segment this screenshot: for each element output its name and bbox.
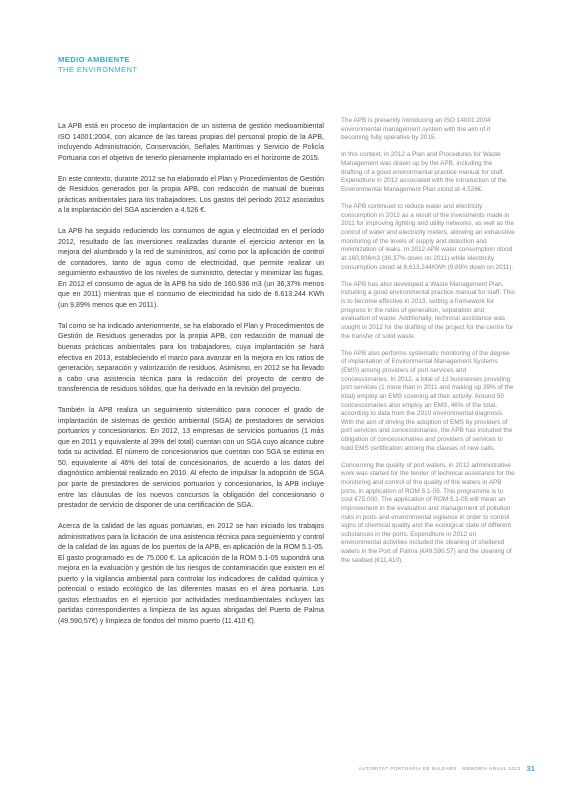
page-number: 31: [526, 764, 535, 773]
paragraph-es: En este contexto, durante 2012 se ha elaborado el Plan y Procedimientos de Gestión de Residuos generados por la propia APB, con redacción de manual de buenas prácticas ambientales para los trabajadores. Los gastos del período 2012 asociados a la implantación del SGA ascienden a 4.526 €.: [58, 175, 324, 215]
paragraph-en: The APB also performs systematic monitoring of the degree of implantation of Environmental Management Systems (EMS) among providers of port services and concessionaries. In 2012, a total of 13 businesses providing port services (1 more than in 2011 and making up 39% of the total) employ an EMS covering all their activity. Around 50 concessionaries also employ an EMS, 46% of the total, according to data from the 2010 environmental diagnosis. With the aim of driving the adoption of EMS by providers of port services and concessionaries, the APB has included the obligation of concessionaries and providers of services to hold EMS certification among the clauses of new calls.: [341, 349, 514, 452]
english-column: [341, 117, 515, 565]
footer-source: AUTORITAT PORTUÀRIA DE BALEARS · MEMÒRIA ANUAL 2012: [358, 766, 521, 771]
section-header: [58, 55, 137, 75]
paragraph-en: The APB is presently introducing an ISO 14001:2004 environmental management system with the aim of it becoming fully operative by 2015.: [341, 117, 491, 142]
paragraph-es: También la APB realiza un seguimiento sistemático para conocer el grado de implantación de sistemas de gestión ambiental (SGA) de prestadores de servicios portuarios y concesionarios. En 2012, 13 empresas de servicios portuarios (1 más que en 2011 y equivalente al 39% del total) cuentan con un SGA cuyo alcance cubre toda su actividad. El número de concesionarios que cuentan con SGA se estima en 50, equivalente al 46% del total de concesionarios, de acuerdo a los datos del diagnóstico ambiental realizado en 2010. Al efecto de impulsar la adopción de SGA por parte de prestadores de servicios portuarios y concesionarios, la APB incluye entre las cláusulas de los nuevos concursos la obligación del concesionario o prestador de servicio de disponer de una certificación de SGA.: [58, 407, 324, 510]
page-footer: [359, 764, 535, 773]
paragraph-en: The APB continued to reduce water and electricity consumption in 2012 as a result of the investments made in 2011 for improving lighting and utility networks, as well as the control of water and electricity meters, allowing an exhaustive monitoring of the levels of supply and detection and minimization of leaks. In 2012 APB water consumption stood at 160,936m3 (36.37% down on 2011) while electricity consumption stood at 6,613,244KWh (9.89% down on 2011).: [341, 203, 515, 271]
spanish-column: [58, 122, 324, 627]
paragraph-es: Acerca de la calidad de las aguas portuarias, en 2012 se han iniciado los trabajos administrativos para la licitación de una asistencia técnica para seguimiento y control de la calidad de las aguas de los puertos de la APB, en aplicación de la ROM 5.1-05. El gasto programado es de 75.000 €. La aplicación de la ROM 5.1-05 supondrá una mejora en la evaluación y gestión de los riesgos de contaminación que existen en el puerto y la vigilancia ambiental para controlar los indicadores de calidad química y potencial o estado ecológico de las diferentes masas en el área portuaria. Los gastos efectuados en el ejercicio por actividades medioambientales incluyen las partidas correspondientes a limpieza de las aguas abrigadas del Puerto de Palma (49.590,57€) y limpieza de fondos del mismo puerto (11.410 €).: [58, 523, 324, 625]
section-title-en: THE ENVIRONMENT: [58, 65, 138, 74]
paragraph-en: In this context, in 2012 a Plan and Procedures for Waste Management was drawn up by the APB, including the drafting of a good environmental practice manual for staff. Expenditure in 2012 associated with the introduction of the Environmental Management Plan stood at 4.526€.: [341, 151, 507, 193]
paragraph-es: Tal como se ha indicado anteriormente, se ha elaborado el Plan y Procedimientos de Gestión de Residuos generados por la propia APB, con redacción de manual de buenas prácticas ambientales para los trabajadores, cuya implantación se hará efectiva en 2013, estableciendo el marco para avanzar en la mejora en los ratios de generación, separación y valorización de residuos. Asimismo, en 2012 se ha llevado a cabo una asistencia técnica para la redacción del proyecto de centro de transferencia de residuos sólidos, que ha derivado en la revisión del proyecto.: [58, 322, 324, 394]
paragraph-es: La APB ha seguido reduciendo los consumos de agua y electricidad en el período 2012, resultado de las inversiones realizadas durante el ejercicio anterior en la mejora del alumbrado y la red de suministros, así como por la aplicación de control de contadores, tanto de agua como de electricidad, que permite realizar un seguimiento exhaustivo de los niveles de suministro, detectar y minimizar las fugas. En 2012 el consumo de agua de la APB ha sido de 160.936 m3 (un 36,37% menos que en 2011) mientras que el consumo de electricidad ha sido de 6.613.244 KWh (un 9,89% menos que en 2011).: [58, 228, 324, 309]
paragraph-en: The APB has also developed a Waste Management Plan, including a good environmental practice manual for staff. This is to become effective in 2013, setting a framework for progress in the rates of generation, separation and evaluation of waste. Additionally, technical assistance was sought in 2012 for the drafting of the project for the centre for the transfer of solid waste.: [341, 280, 515, 340]
paragraph-en: Concerning the quality of port waters, in 2012 administrative work was started for the tender of technical assistance for the monitoring and control of the quality of the waters in APB ports, in application of ROM 5.1-05. This programme is to cost €75,000. The application of ROM 5.1-05 will mean an improvement in the evaluation and management of pollution risks in ports and environmental vigilance in order to control signs of chemical quality and the ecological state of different substances in the ports. Expenditure in 2012 on environmental activities included the cleaning of sheltered waters in the Port of Palma (€49,590.57) and the cleaning of the seabed (€11,410).: [341, 461, 515, 564]
section-title-es: MEDIO AMBIENTE: [58, 55, 130, 64]
paragraph-es: La APB está en proceso de implantación de un sistema de gestión medioambiental ISO 14001:2004, con alcance de las tareas propias del personal propio de la APB, incluyendo Administración, Conservación, Señales Marítimas y Servicio de Policía Portuaria con el objetivo de tenerlo plenamente implantado en el horizonte de 2015.: [58, 123, 324, 162]
